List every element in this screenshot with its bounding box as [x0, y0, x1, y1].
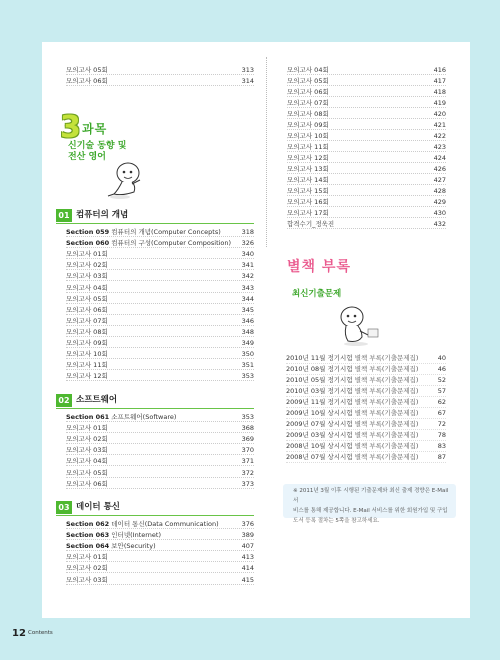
- toc-entry-label: 모의고사 01회: [66, 424, 108, 433]
- row-rule: [66, 421, 254, 422]
- toc-page-number: 353: [241, 372, 254, 381]
- toc-page-number: 432: [433, 220, 446, 228]
- toc-entry-label: 모의고사 13회: [287, 165, 329, 173]
- row-rule: [66, 325, 254, 326]
- toc-page-number: 373: [241, 479, 254, 488]
- toc-entry-label: 모의고사 05회: [66, 294, 108, 303]
- section-header: [56, 501, 254, 516]
- row-rule: [66, 477, 254, 478]
- toc-entry-label: 모의고사 08회: [66, 327, 108, 336]
- toc-entry-label: 모의고사 07회: [287, 99, 329, 107]
- appendix-desc: 별책 부록(기출문제집): [354, 398, 419, 406]
- toc-page-number: 420: [433, 110, 446, 118]
- toc-page-number: 424: [433, 154, 446, 162]
- row-rule: [66, 572, 254, 573]
- appendix-subtitle: 최신기출문제: [292, 289, 342, 299]
- appendix-desc: 별책 부록(기출문제집): [354, 431, 419, 439]
- toc-row: [287, 65, 446, 75]
- appendix-desc: 별책 부록(기출문제집): [354, 409, 419, 417]
- toc-row: [287, 186, 446, 196]
- row-rule: [66, 488, 254, 489]
- toc-entry-label: 모의고사 16회: [287, 198, 329, 206]
- toc-page-number: 415: [241, 575, 254, 584]
- appendix-page-number: 78: [437, 431, 446, 439]
- appendix-page-number: 67: [437, 409, 446, 417]
- toc-page-number: 368: [241, 424, 254, 433]
- toc-page-number: 343: [241, 283, 254, 292]
- row-rule: [66, 74, 254, 75]
- mascot-illustration: [104, 160, 146, 200]
- row-rule: [287, 107, 446, 108]
- toc-row: [66, 456, 254, 466]
- toc-entry-label: 모의고사 12회: [287, 154, 329, 162]
- appendix-page-number: 40: [437, 354, 446, 362]
- appendix-page-number: 83: [437, 442, 446, 450]
- section-header: [56, 209, 254, 224]
- row-rule: [287, 206, 446, 207]
- toc-entry-label: 보안(Security): [111, 542, 156, 551]
- toc-row: [287, 142, 446, 152]
- toc-entry-label: 데이터 통신(Data Communication): [111, 520, 219, 528]
- toc-page-number: 342: [241, 272, 254, 281]
- appendix-page-number: 87: [437, 453, 446, 461]
- row-rule: [66, 292, 254, 293]
- toc-row: [66, 423, 254, 433]
- appendix-page-number: 62: [437, 398, 446, 406]
- subject-number: 3: [60, 110, 81, 145]
- notice-box: [283, 484, 456, 524]
- subject-desc-line2: 전산 영어: [68, 152, 106, 162]
- toc-entry-label: 모의고사 04회: [66, 283, 108, 292]
- appendix-page-number: 72: [437, 420, 446, 428]
- toc-entry-label: 모의고사 06회: [66, 77, 108, 85]
- appendix-desc: 별책 부록(기출문제집): [354, 376, 419, 384]
- row-rule: [66, 443, 254, 444]
- row-rule: [66, 369, 254, 370]
- toc-entry-label: 모의고사 04회: [66, 457, 108, 466]
- toc-row: [66, 552, 254, 562]
- toc-page-number: 389: [241, 531, 254, 540]
- appendix-exam-label: 2010년 08월 정기시험: [286, 365, 353, 373]
- toc-entry-label: 컴퓨터의 개념(Computer Concepts): [111, 228, 221, 236]
- appendix-desc: 별책 부록(기출문제집): [354, 387, 419, 395]
- row-rule: [66, 380, 254, 381]
- row-rule: [66, 269, 254, 270]
- toc-entry-label: 모의고사 04회: [287, 66, 329, 74]
- section-number-badge: 01: [56, 209, 72, 222]
- toc-row: [66, 76, 254, 86]
- row-rule: [66, 454, 254, 455]
- toc-entry-label: 모의고사 09회: [287, 121, 329, 129]
- toc-row: [66, 541, 254, 551]
- toc-entry-label: 모의고사 07회: [66, 316, 108, 325]
- toc-page-number: 413: [241, 553, 254, 562]
- toc-page-number: 351: [241, 361, 254, 370]
- toc-page-number: 326: [241, 239, 254, 248]
- toc-row: [287, 208, 446, 218]
- row-rule: [66, 280, 254, 281]
- toc-entry-label: 모의고사 03회: [66, 272, 108, 281]
- appendix-exam-label: 2010년 05월 정기시험: [286, 376, 353, 384]
- toc-row: [66, 65, 254, 75]
- toc-page-number: 429: [433, 198, 446, 206]
- section-code: Section 059: [66, 228, 110, 236]
- toc-row: [287, 109, 446, 119]
- toc-entry-label: 모의고사 17회: [287, 209, 329, 217]
- toc-row: [66, 338, 254, 348]
- toc-entry-label: 모의고사 09회: [66, 339, 108, 347]
- appendix-entry: [286, 441, 418, 451]
- toc-entry-label: 모의고사 06회: [66, 479, 108, 488]
- toc-entry-label: 모의고사 02회: [66, 261, 108, 270]
- toc-entry-label: 모의고사 08회: [287, 110, 329, 118]
- section-number-badge: 03: [56, 501, 72, 514]
- row-rule: [66, 561, 254, 562]
- toc-row: [66, 227, 254, 237]
- toc-page-number: 422: [433, 132, 446, 140]
- appendix-exam-label: 2008년 07월 상시시험: [286, 453, 353, 461]
- appendix-entry: [286, 452, 418, 462]
- toc-page-number: 341: [241, 261, 254, 270]
- appendix-page-number: 57: [437, 387, 446, 395]
- row-rule: [287, 228, 446, 229]
- toc-page-number: 416: [433, 66, 446, 74]
- toc-entry-label: 모의고사 10회: [66, 350, 108, 359]
- toc-page-number: 318: [241, 228, 254, 236]
- toc-entry-label: 모의고사 15회: [287, 187, 329, 195]
- toc-entry-label: 모의고사 14회: [287, 176, 329, 184]
- toc-entry-label: 모의고사 02회: [66, 435, 108, 444]
- toc-row: [66, 371, 254, 381]
- toc-page-number: 372: [241, 468, 254, 477]
- toc-row: [66, 519, 254, 529]
- toc-page-number: 340: [241, 250, 254, 259]
- toc-row: [66, 563, 254, 573]
- toc-row: [287, 197, 446, 207]
- toc-page-number: 417: [433, 77, 446, 85]
- appendix-page-number: 46: [437, 365, 446, 373]
- row-rule: [66, 432, 254, 433]
- appendix-entry: [286, 375, 418, 385]
- section-title: 데이터 통신: [76, 502, 121, 512]
- toc-entry-label: 모의고사 05회: [66, 468, 108, 477]
- row-rule: [66, 550, 254, 551]
- toc-entry-label: 인터넷(Internet): [111, 531, 161, 540]
- appendix-exam-label: 2009년 07월 상시시험: [286, 420, 353, 428]
- toc-row: [287, 87, 446, 97]
- row-rule: [287, 162, 446, 163]
- appendix-row: [286, 408, 446, 419]
- toc-row: [66, 305, 254, 315]
- row-rule: [287, 118, 446, 119]
- appendix-exam-label: 2009년 03월 상시시험: [286, 431, 353, 439]
- toc-row: [287, 76, 446, 86]
- toc-entry-label: 모의고사 11회: [66, 361, 108, 370]
- section-header: [56, 394, 254, 409]
- row-rule: [287, 96, 446, 97]
- toc-row: [66, 316, 254, 326]
- toc-page-number: 370: [241, 446, 254, 455]
- toc-entry-label: 모의고사 02회: [66, 564, 108, 573]
- toc-entry-label: 모의고사 05회: [287, 77, 329, 85]
- toc-row: [287, 219, 446, 229]
- toc-page-number: 407: [241, 542, 254, 551]
- toc-row: [66, 575, 254, 585]
- notice-line-1: ※ 2011년 3월 이후 시행된 기출문제와 최신 출제 경향은 E-Mail 서: [293, 488, 449, 504]
- appendix-entry: [286, 364, 418, 374]
- row-rule: [66, 584, 254, 585]
- subject-desc-line1: 신기술 동향 및: [68, 141, 127, 151]
- toc-page-number: 369: [241, 435, 254, 444]
- row-rule: [287, 173, 446, 174]
- toc-entry-label: 모의고사 03회: [66, 575, 108, 584]
- appendix-row: [286, 375, 446, 386]
- appendix-exam-label: 2009년 11월 정기시험: [286, 398, 353, 406]
- appendix-desc: 별책 부록(기출문제집): [354, 442, 419, 450]
- footer-label: Contents: [28, 630, 53, 636]
- section-code: Section 064: [66, 542, 110, 551]
- toc-row: [66, 479, 254, 489]
- toc-page-number: 314: [241, 77, 254, 85]
- appendix-exam-label: 2009년 10월 상시시험: [286, 409, 353, 417]
- toc-entry-label: 모의고사 05회: [66, 66, 108, 74]
- appendix-row: [286, 353, 446, 364]
- section-code: Section 060: [66, 239, 110, 248]
- mascot-illustration-2: [334, 303, 384, 347]
- toc-page-number: 350: [241, 350, 254, 359]
- row-rule: [287, 140, 446, 141]
- toc-row: [287, 98, 446, 108]
- row-rule: [66, 303, 254, 304]
- appendix-exam-label: 2008년 10월 상시시험: [286, 442, 353, 450]
- toc-entry-label: 모의고사 01회: [66, 250, 108, 259]
- toc-row: [66, 238, 254, 248]
- appendix-desc: 별책 부록(기출문제집): [354, 453, 419, 461]
- toc-row: [287, 120, 446, 130]
- toc-row: [287, 175, 446, 185]
- section-code: Section 061: [66, 413, 110, 421]
- toc-row: [66, 283, 254, 293]
- toc-entry-label: 모의고사 06회: [66, 305, 108, 314]
- toc-entry-label: 모의고사 11회: [287, 143, 329, 151]
- toc-page-number: 421: [433, 121, 446, 129]
- row-rule: [287, 184, 446, 185]
- toc-entry-label: 모의고사 12회: [66, 372, 108, 381]
- toc-page-number: 418: [433, 88, 446, 96]
- toc-page-number: 348: [241, 327, 254, 336]
- appendix-row: [286, 386, 446, 397]
- appendix-desc: 별책 부록(기출문제집): [354, 365, 419, 373]
- toc-page-number: 423: [433, 143, 446, 151]
- toc-page-number: 376: [241, 520, 254, 528]
- toc-row: [66, 445, 254, 455]
- appendix-desc: 별책 부록(기출문제집): [354, 354, 419, 362]
- toc-entry-label: 소프트웨어(Software): [111, 413, 177, 421]
- row-rule: [287, 129, 446, 130]
- appendix-row: [286, 397, 446, 408]
- toc-page-number: 414: [241, 564, 254, 573]
- row-rule: [287, 74, 446, 75]
- toc-entry-label: 모의고사 03회: [66, 446, 108, 455]
- toc-row: [66, 360, 254, 370]
- toc-page-number: 427: [433, 176, 446, 184]
- toc-page-number: 428: [433, 187, 446, 195]
- toc-row: [66, 434, 254, 444]
- section-code: Section 063: [66, 531, 110, 540]
- column-divider: [266, 57, 267, 247]
- toc-page-number: 349: [241, 339, 254, 347]
- appendix-entry: [286, 386, 418, 396]
- toc-row: [66, 349, 254, 359]
- row-rule: [66, 347, 254, 348]
- row-rule: [66, 247, 254, 248]
- row-rule: [66, 314, 254, 315]
- appendix-exam-label: 2010년 11월 정기시험: [286, 354, 353, 362]
- row-rule: [66, 336, 254, 337]
- appendix-desc: 별책 부록(기출문제집): [354, 420, 419, 428]
- toc-entry-label: 모의고사 01회: [66, 553, 108, 562]
- toc-page-number: 371: [241, 457, 254, 466]
- toc-page-number: 419: [433, 99, 446, 107]
- toc-row: [66, 260, 254, 270]
- appendix-row: [286, 452, 446, 463]
- toc-row: [66, 412, 254, 422]
- appendix-entry: [286, 353, 418, 363]
- row-rule: [66, 539, 254, 540]
- row-rule: [66, 465, 254, 466]
- toc-page-number: 345: [241, 305, 254, 314]
- row-rule: [287, 217, 446, 218]
- toc-page-number: 353: [241, 413, 254, 421]
- appendix-entry: [286, 397, 418, 407]
- subject-word: 과목: [82, 122, 108, 136]
- toc-page-number: 346: [241, 316, 254, 325]
- appendix-title: 별책 부록: [287, 259, 351, 275]
- appendix-row: [286, 419, 446, 430]
- appendix-row: [286, 364, 446, 375]
- row-rule: [66, 528, 254, 529]
- toc-row: [287, 164, 446, 174]
- appendix-row: [286, 430, 446, 441]
- toc-row: [66, 530, 254, 540]
- row-rule: [66, 258, 254, 259]
- appendix-entry: [286, 408, 418, 418]
- appendix-exam-label: 2010년 03월 정기시험: [286, 387, 353, 395]
- toc-row: [287, 131, 446, 141]
- appendix-page-number: 52: [437, 376, 446, 384]
- row-rule: [287, 85, 446, 86]
- toc-page-number: 313: [241, 66, 254, 74]
- toc-row: [66, 327, 254, 337]
- toc-page-number: 430: [433, 209, 446, 217]
- section-title: 소프트웨어: [76, 395, 118, 405]
- toc-page-number: 426: [433, 165, 446, 173]
- appendix-entry: [286, 430, 418, 440]
- section-number-badge: 02: [56, 394, 72, 407]
- appendix-entry: [286, 419, 418, 429]
- toc-entry-label: 모의고사 10회: [287, 132, 329, 140]
- toc-row: [66, 294, 254, 304]
- toc-page-number: 344: [241, 294, 254, 303]
- row-rule: [287, 151, 446, 152]
- row-rule: [287, 195, 446, 196]
- row-rule: [66, 236, 254, 237]
- toc-row: [287, 153, 446, 163]
- toc-entry-label: 모의고사 06회: [287, 88, 329, 96]
- row-rule: [66, 85, 254, 86]
- toc-row: [66, 468, 254, 478]
- toc-row: [66, 271, 254, 281]
- toc-row: [66, 249, 254, 259]
- toc-entry-label: 컴퓨터의 구성(Computer Composition): [111, 239, 232, 248]
- row-rule: [66, 358, 254, 359]
- notice-line-3: 도서 등록 절차는 5쪽을 참고하세요.: [293, 518, 380, 524]
- section-title: 컴퓨터의 개념: [76, 210, 129, 220]
- notice-line-2: 비스를 통해 제공합니다. E-Mail 서비스를 위한 회원가입 및 구입: [293, 508, 448, 514]
- toc-entry-label: 합격수기_정욱진: [287, 220, 335, 228]
- appendix-row: [286, 441, 446, 452]
- page-number: 12: [12, 628, 26, 639]
- section-code: Section 062: [66, 520, 110, 528]
